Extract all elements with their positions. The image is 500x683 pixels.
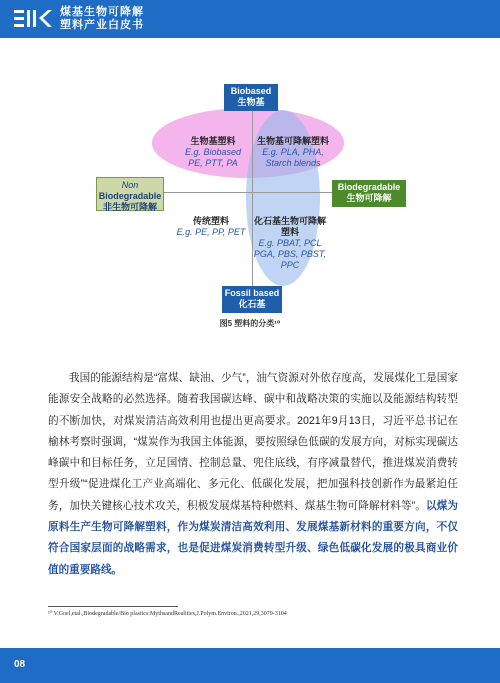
body-paragraph — [48, 368, 458, 581]
page-header — [0, 0, 500, 38]
biodegradable-label-en: Biodegradable — [337, 182, 401, 192]
quadrant-example: Starch blends — [265, 158, 321, 168]
biobased-label — [224, 84, 278, 111]
page-footer — [0, 648, 500, 683]
quadrant-example: E.g. PLA, PHA, — [262, 147, 324, 157]
quadrant-title: 生物基塑料 — [190, 136, 236, 146]
quadrant-example: E.g. PE, PP, PET — [176, 227, 246, 237]
quadrant-biobased-plastics — [178, 136, 248, 169]
non-biodegradable-label-en2: Biodegradable — [98, 191, 162, 201]
biodegradable-label-zh: 生物可降解 — [346, 193, 392, 203]
non-biodegradable-label — [96, 177, 164, 211]
footnote-divider — [48, 606, 178, 607]
biodegradable-label — [332, 180, 406, 207]
quadrant-example: E.g. Biobased — [184, 147, 242, 157]
quadrant-example: E.g. PBAT, PCL — [258, 238, 322, 248]
quadrant-biobased-biodegradable — [252, 136, 334, 169]
body-text: 我国的能源结构是“富煤、缺油、少气”，油气资源对外依存度高，发展煤化工是国家能源安全战略的必然选择。随着我国碳达峰、碳中和战略决策的实施以及能源结构转型的不断加快，对煤炭清洁高效利用也提出更高要求。2021年9月13日，习近平总书记在榆林考察时强调，“煤炭作为我国主体能源，要按照绿色低碳的发展方向，对标实现碳达峰碳中和目标任务，立足国情、控制总量、兜住底线，有序减量替代，推进煤炭消费转型升级”“促进煤化工产业高端化、多元化、低碳化发展，把加强科技创新作为最紧迫任务，加快关键核心技术攻关，积极发展煤基特种燃料、煤基生物可降解材料等”。 — [48, 372, 458, 512]
quadrant-title: 化石基生物可降解塑料 — [253, 216, 326, 237]
plastic-classification-diagram — [0, 70, 500, 328]
quadrant-title: 生物基可降解塑料 — [256, 136, 329, 146]
logo-line-1: 煤基生物可降解 — [60, 6, 144, 18]
logo-line-2: 塑料产业白皮书 — [60, 19, 144, 31]
fossil-based-label-zh: 化石基 — [238, 299, 266, 309]
quadrant-title: 传统塑料 — [192, 216, 229, 226]
logo — [14, 5, 144, 33]
footnote: ¹⁰ V.Goel,etal.,Biodegradable/Bio plastics:MythsandRealities,J.Polym.Environ.,2021,29,3079-3104 — [48, 611, 287, 617]
fossil-based-label-en: Fossil based — [224, 288, 280, 298]
biobased-label-en: Biobased — [230, 86, 272, 96]
page-number: 08 — [14, 659, 26, 670]
figure-caption: 图5 塑料的分类¹⁰ — [219, 319, 281, 328]
logo-mark-icon — [14, 8, 54, 30]
quadrant-fossil-biodegradable — [250, 216, 330, 271]
quadrant-example: PGA, PBS, PBST, — [253, 249, 327, 259]
biobased-label-zh: 生物基 — [237, 97, 265, 107]
quadrant-example: PE, PTT, PA — [188, 158, 238, 168]
body-highlight: 以煤为原料生产生物可降解塑料，作为煤炭清洁高效利用、发展煤基新材料的重要方向，不仅符合国家层面的战略需求，也是促进煤炭消费转型升级、绿色低碳化发展的极具商业价值的重要路线。 — [48, 499, 459, 576]
quadrant-conventional-plastics — [170, 216, 252, 238]
non-biodegradable-label-zh: 非生物可降解 — [102, 202, 157, 212]
fossil-based-label — [222, 286, 282, 313]
quadrant-example: PPC — [280, 260, 300, 270]
logo-text — [60, 6, 144, 32]
non-biodegradable-label-en1: Non — [121, 180, 139, 190]
